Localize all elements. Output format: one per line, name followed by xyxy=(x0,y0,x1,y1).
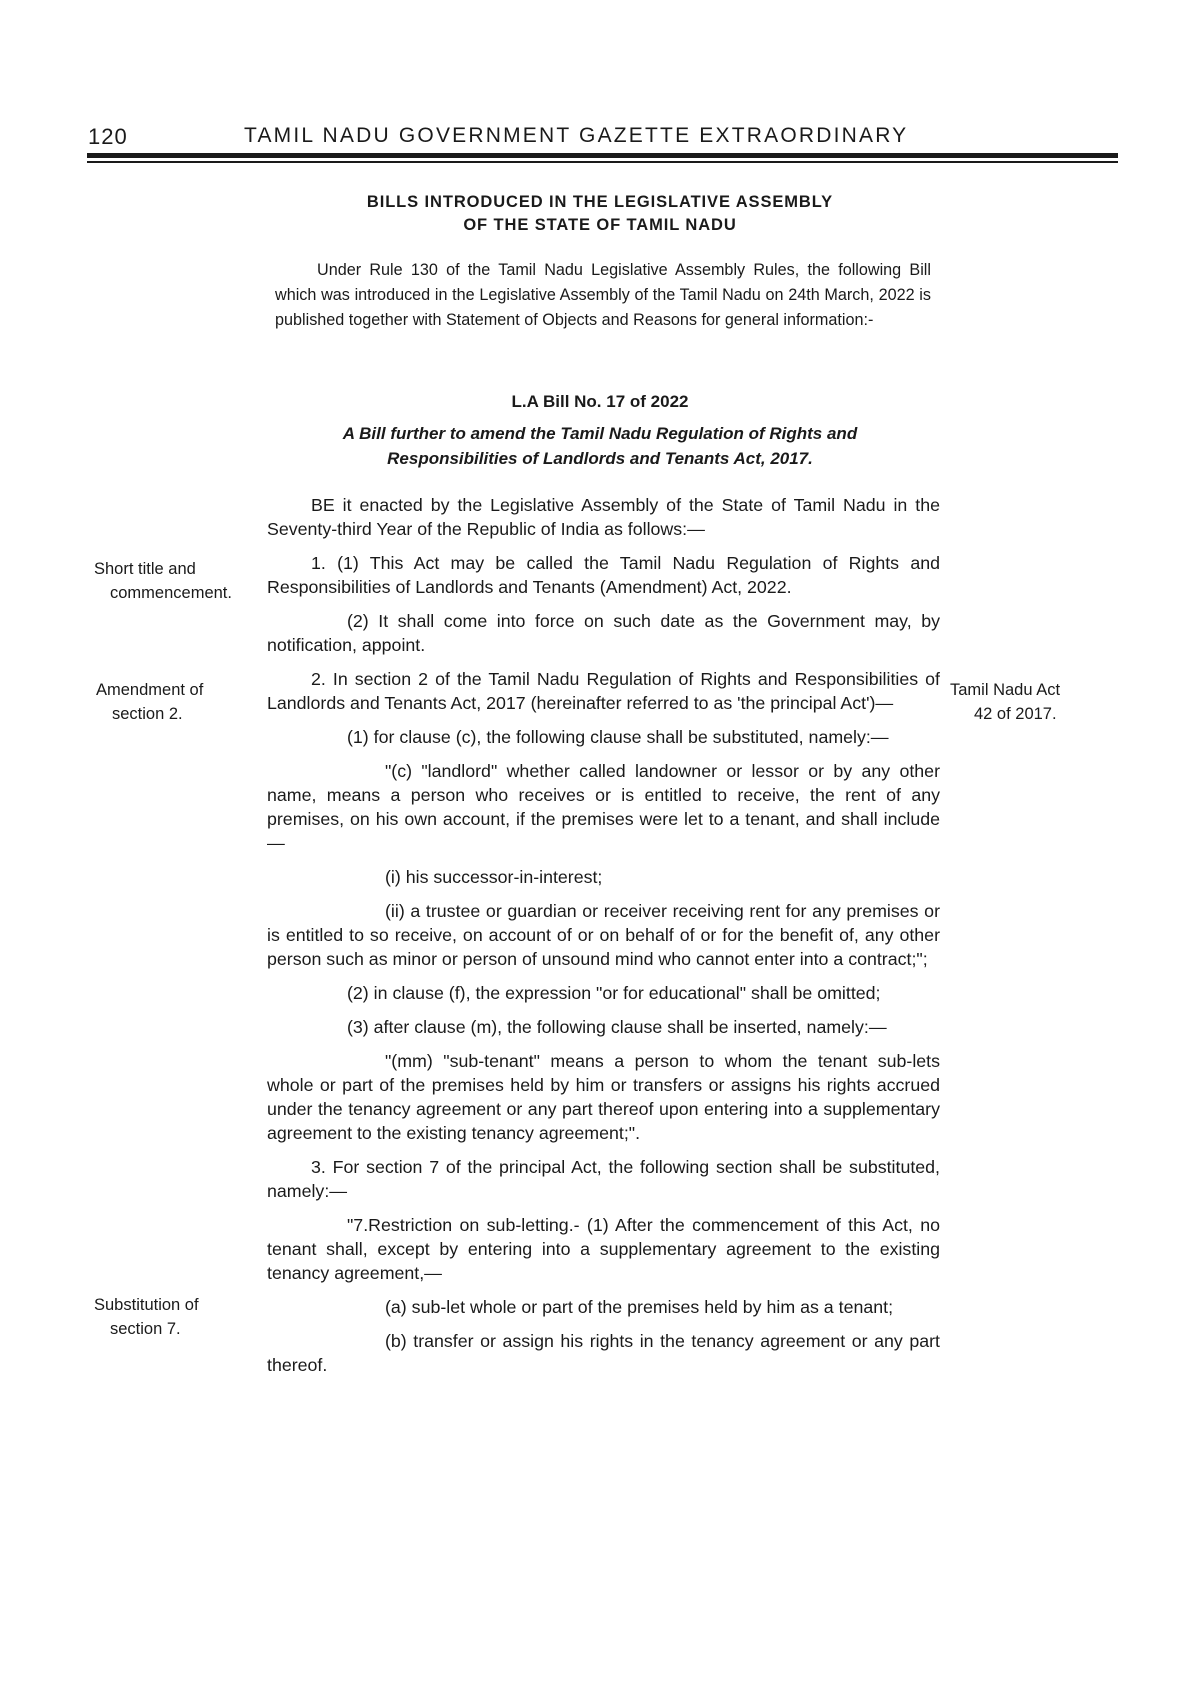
margin-note-line: section 2. xyxy=(112,705,183,723)
section-heading-line2: OF THE STATE OF TAMIL NADU xyxy=(463,216,737,234)
section-1-clause-2: (2) It shall come into force on such date as the Government may, by notification, appoint. xyxy=(267,611,940,655)
margin-note-line: Substitution of xyxy=(94,1296,199,1314)
enacting-clause: BE it enacted by the Legislative Assembly of the State of Tamil Nadu in the Seventy-third Year of the Republic of India as follows:— xyxy=(267,495,940,539)
section-2-clause-3: (3) after clause (m), the following clause shall be inserted, namely:— xyxy=(347,1017,887,1037)
section-2-definition-c: "(c) "landlord" whether called landowner or lessor or by any other name, means a person who receives or is entitled to receive, the rent of any premises, on his own account, if the premises were let to a tenant, and shall include— xyxy=(267,761,940,853)
margin-note-short-title xyxy=(94,557,232,605)
section-2: 2. In section 2 of the Tamil Nadu Regulation of Rights and Responsibilities of Landlords and Tenants Act, 2017 (hereinafter referred to as 'the principal Act')— xyxy=(267,669,940,713)
bill-title xyxy=(240,421,960,471)
margin-note-amendment xyxy=(96,678,203,726)
section-heading-line1: BILLS INTRODUCED IN THE LEGISLATIVE ASSEMBLY xyxy=(366,193,834,211)
page-number: 120 xyxy=(88,124,128,149)
section-2-clause-2: (2) in clause (f), the expression "or for educational" shall be omitted; xyxy=(347,983,881,1003)
section-7-clause-a: (a) sub-let whole or part of the premises held by him as a tenant; xyxy=(385,1297,894,1317)
section-3: 3. For section 7 of the principal Act, the following section shall be substituted, namely:— xyxy=(267,1157,940,1201)
intro-block xyxy=(275,258,931,333)
margin-note-substitution xyxy=(94,1293,199,1341)
section-2-clause-1: (1) for clause (c), the following clause shall be substituted, namely:— xyxy=(347,727,889,747)
header-rule-thin xyxy=(87,161,1118,163)
margin-note-line: Short title and xyxy=(94,560,196,578)
section-2-definition-mm: "(mm) "sub-tenant" means a person to whom the tenant sub-lets whole or part of the premises held by him or transfers or assigns his rights accrued under the tenancy agreement or any part thereof upon entering into a supplementary agreement to the existing tenancy agreement;". xyxy=(267,1051,940,1143)
section-7-restriction: "7.Restriction on sub-letting.- (1) After the commencement of this Act, no tenant shall, except by entering into a supplementary agreement to the existing tenancy agreement,— xyxy=(267,1215,940,1283)
margin-note-line: commencement. xyxy=(110,584,232,602)
gazette-title: TAMIL NADU GOVERNMENT GAZETTE EXTRAORDINARY xyxy=(244,124,909,147)
margin-note-act-reference xyxy=(950,678,1060,726)
intro-paragraph: Under Rule 130 of the Tamil Nadu Legislative Assembly Rules, the following Bill which was introduced in the Legislative Assembly of the Tamil Nadu on 24th March, 2022 is published together with Statement of Objects and Reasons for general information:- xyxy=(275,261,931,329)
section-7-clause-b: (b) transfer or assign his rights in the tenancy agreement or any part thereof. xyxy=(267,1331,940,1375)
margin-note-line: 42 of 2017. xyxy=(974,705,1057,723)
bill-body xyxy=(267,493,940,1387)
bill-number: L.A Bill No. 17 of 2022 xyxy=(511,392,689,411)
bill-title-line2: Responsibilities of Landlords and Tenants Act, 2017. xyxy=(387,449,813,468)
margin-note-line: Tamil Nadu Act xyxy=(950,681,1061,699)
header-rule-thick xyxy=(87,153,1118,158)
margin-note-line: Amendment of xyxy=(96,681,204,699)
section-2-definition-c-i: (i) his successor-in-interest; xyxy=(385,867,603,887)
section-1-clause-1: 1. (1) This Act may be called the Tamil Nadu Regulation of Rights and Responsibilities of Landlords and Tenants (Amendment) Act, 2022. xyxy=(267,553,940,597)
margin-note-line: section 7. xyxy=(110,1320,181,1338)
bill-title-line1: A Bill further to amend the Tamil Nadu Regulation of Rights and xyxy=(342,424,858,443)
section-2-definition-c-ii: (ii) a trustee or guardian or receiver receiving rent for any premises or is entitled to so receive, on account of or on behalf of or for the benefit of, any other person such as minor or person of unsound mind who cannot enter into a contract;"; xyxy=(267,901,940,969)
